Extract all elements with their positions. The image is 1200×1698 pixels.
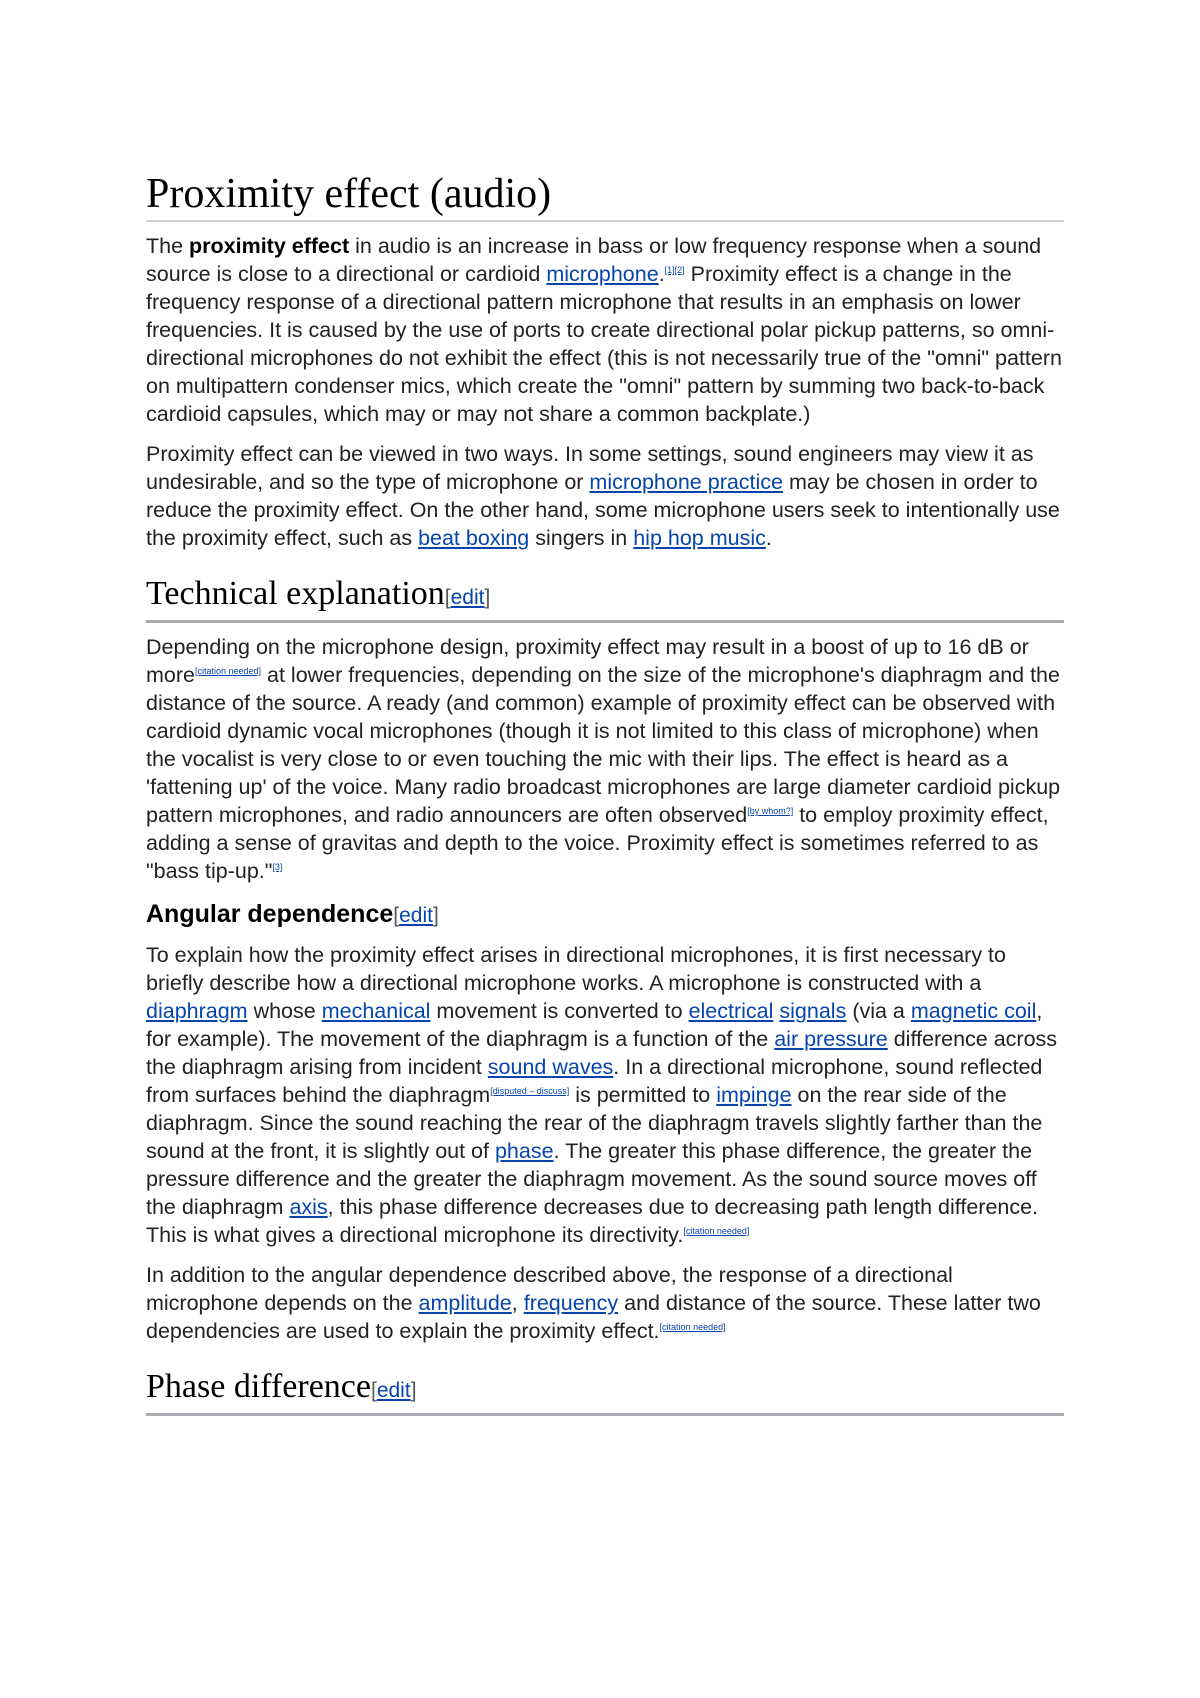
angular-paragraph-1: To explain how the proximity effect arises in directional microphones, it is first necessary to briefly describe how a directional microphone works. A microphone is constructed with a diaphragm whose mechanical movement is converted to electrical signals (via a magnetic coil, for example). The movement of the diaphragm is a function of the air pressure difference across the diaphragm arising from incident sound waves. In a directional microphone, sound reflected from surfaces behind the diaphragm[disputed – discuss] is permitted to impinge on the rear side of the diaphragm. Since the sound reaching the rear of the diaphragm travels slightly farther than the sound at the front, it is slightly out of phase. The greater this phase difference, the greater the pressure difference and the greater the diaphragm movement. As the sound source moves off the diaphragm axis, this phase difference decreases due to decreasing path length difference. This is what gives a directional microphone its directivity.[citation needed] <box>146 943 1058 1247</box>
edit-link-angular[interactable]: edit <box>399 904 433 927</box>
citation-needed[interactable]: [citation needed] <box>659 1322 726 1332</box>
technical-paragraph: Depending on the microphone design, proximity effect may result in a boost of up to 16 dB or more[citation needed] at lower frequencies, depending on the size of the microphone's diaphragm and the distance of the source. A ready (and common) example of proximity effect can be observed with cardioid dynamic vocal microphones (though it is not limited to this class of microphone) when the vocalist is very close to or even touching the mic with their lips. The effect is heard as a 'fattening up' of the voice. Many radio broadcast microphones are large diameter cardioid pickup pattern microphones, and radio announcers are often observed[by whom?] to employ proximity effect, adding a sense of gravitas and depth to the voice. Proximity effect is sometimes referred to as "bass tip-up."[3] <box>146 635 1061 883</box>
edit-section: [edit] <box>393 904 439 927</box>
citation-1-2[interactable]: [1][2] <box>664 265 685 275</box>
link-impinge[interactable]: impinge <box>716 1083 792 1107</box>
citation-needed[interactable]: [citation needed] <box>194 666 262 676</box>
link-hip-hop-music[interactable]: hip hop music <box>633 526 766 550</box>
link-magnetic-coil[interactable]: magnetic coil <box>910 999 1037 1023</box>
intro-paragraph-1: The proximity effect in audio is an increase in bass or low frequency response when a sound source is close to a directional or cardioid microphone.[1][2] Proximity effect is a change in the frequency response of a directional pattern microphone that results in an emphasis on lower frequencies. It is caused by the use of ports to create directional polar pickup patterns, so omni-directional microphones do not exhibit the effect (this is not necessarily true of the "omni" pattern on multipattern condenser mics, which create the "omni" pattern by summing two back-to-back cardioid capsules, which may or may not share a common backplate.) <box>146 234 1062 426</box>
angular-paragraph-2: In addition to the angular dependence described above, the response of a directional microphone depends on the amplitude, frequency and distance of the source. These latter two dependencies are used to explain the proximity effect.[citation needed] <box>146 1263 1041 1343</box>
page-title: Proximity effect (audio) <box>146 170 1064 222</box>
intro-paragraph-2: Proximity effect can be viewed in two ways. In some settings, sound engineers may view it as undesirable, and so the type of microphone or microphone practice may be chosen in order to reduce the proximity effect. On the other hand, some microphone users seek to intentionally use the proximity effect, such as beat boxing singers in hip hop music. <box>146 442 1060 550</box>
edit-section: [edit] <box>444 586 491 609</box>
link-mechanical[interactable]: mechanical <box>321 999 431 1023</box>
link-frequency[interactable]: frequency <box>523 1291 619 1315</box>
link-signals[interactable]: signals <box>779 999 847 1023</box>
article <box>146 170 1064 1426</box>
citation-3[interactable]: [3] <box>272 862 283 872</box>
link-microphone-practice[interactable]: microphone practice <box>589 470 784 494</box>
edit-link-technical[interactable]: edit <box>450 586 485 609</box>
bold-term: proximity effect <box>189 234 350 258</box>
link-axis[interactable]: axis <box>289 1195 328 1219</box>
link-phase[interactable]: phase <box>494 1139 554 1163</box>
link-electrical[interactable]: electrical <box>688 999 774 1023</box>
citation-disputed[interactable]: [disputed – discuss] <box>490 1086 570 1096</box>
citation-needed[interactable]: [citation needed] <box>683 1226 750 1236</box>
link-amplitude[interactable]: amplitude <box>418 1291 512 1315</box>
heading-angular-dependence: Angular dependence[edit] <box>146 900 439 928</box>
link-diaphragm[interactable]: diaphragm <box>146 999 248 1023</box>
heading-phase-difference: Phase difference[edit] <box>146 1367 1064 1416</box>
link-beat-boxing[interactable]: beat boxing <box>418 526 530 550</box>
heading-technical-explanation: Technical explanation[edit] <box>146 574 1064 623</box>
citation-by-whom[interactable]: [by whom?] <box>747 806 794 816</box>
link-air-pressure[interactable]: air pressure <box>774 1027 888 1051</box>
edit-section: [edit] <box>370 1379 417 1402</box>
link-sound-waves[interactable]: sound waves <box>487 1055 614 1079</box>
edit-link-phase[interactable]: edit <box>376 1379 411 1402</box>
link-microphone[interactable]: microphone <box>546 262 659 286</box>
